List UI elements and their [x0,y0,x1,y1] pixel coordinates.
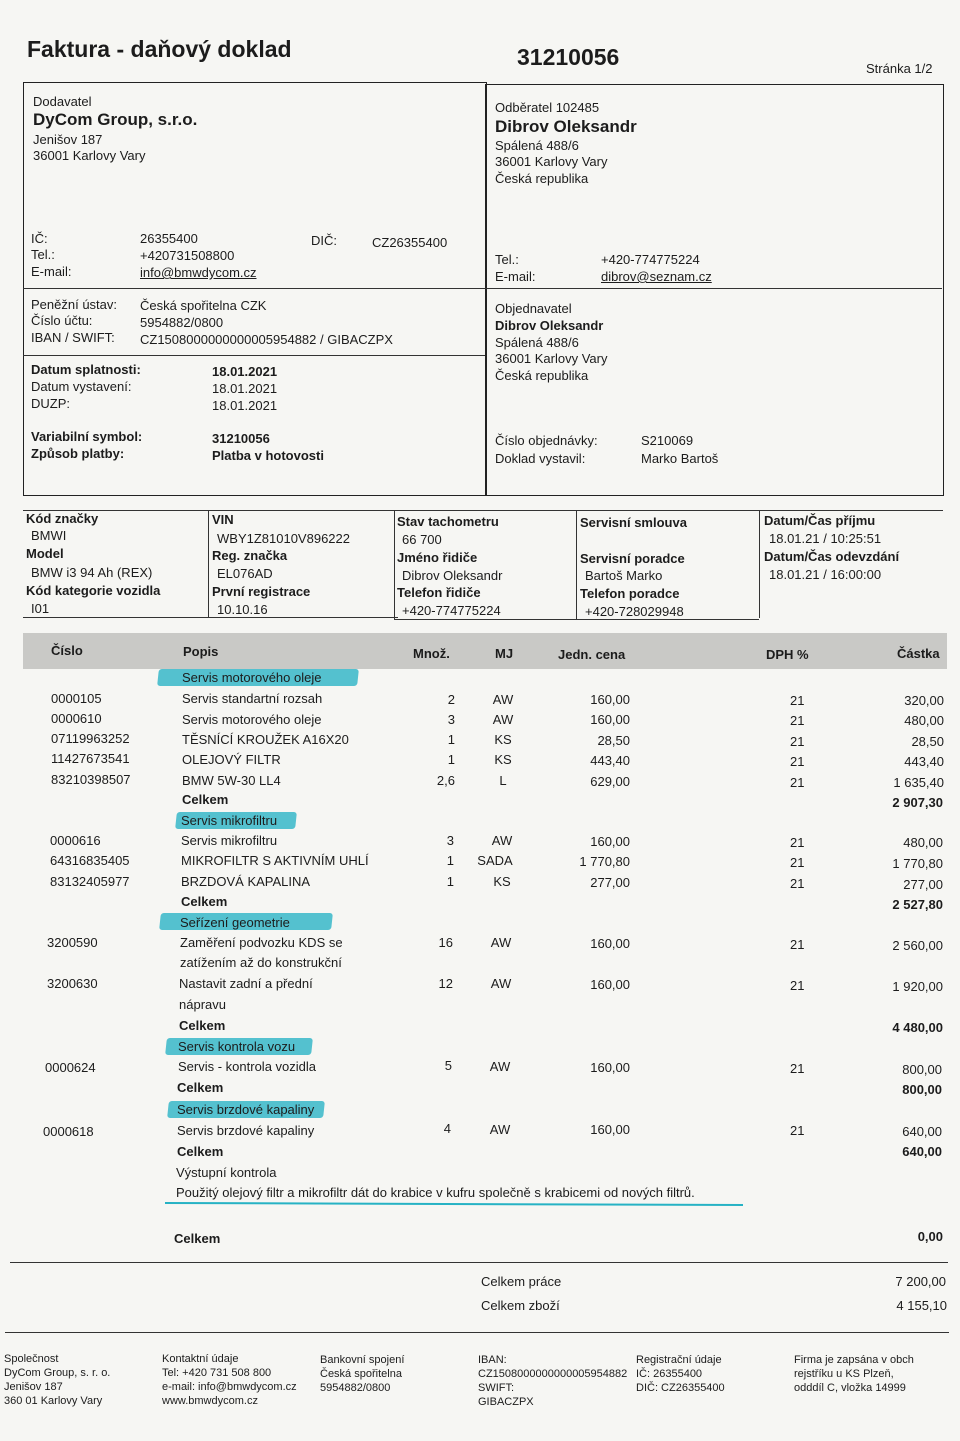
divider [10,1262,948,1263]
group-total-label: Celkem [182,792,229,807]
footer-line: CZ1508000000000005954882 [478,1368,628,1380]
item-price: 160,00 [590,1060,630,1075]
item-desc: nápravu [179,997,226,1012]
item-qty: 12 [438,976,453,991]
advisor-phone-label: Telefon poradce [580,586,680,601]
col-castka: Částka [897,646,940,661]
item-vat: 21 [790,754,805,769]
item-price: 160,00 [590,977,630,992]
supplier-city: 36001 Karlovy Vary [33,148,146,163]
note-filters: Použitý olejový filtr a mikrofiltr dát do krabice v kufru společně s krabicemi od nových filtrů. [176,1185,695,1200]
contract-label: Servisní smlouva [580,515,687,530]
group-title: Servis mikrofiltru [181,813,278,828]
footer-line: Jenišov 187 [4,1381,63,1393]
footer-iban [478,1353,627,1409]
col-jedn-cena: Jedn. cena [558,647,626,662]
customer-street: Spálená 488/6 [495,138,579,153]
first-reg-value: 10.10.16 [217,602,268,617]
footer-line: IČ: 26355400 [636,1368,703,1380]
customer-name: Dibrov Oleksandr [495,117,637,136]
ic-label: IČ: [31,231,48,246]
model-label: Model [26,546,64,561]
supplier-label: Dodavatel [33,94,92,109]
item-vat: 21 [790,937,805,952]
issued-by-value: Marko Bartoš [641,451,719,466]
tel-value: +420731508800 [140,248,235,263]
item-price: 443,40 [590,753,630,768]
item-amount: 640,00 [902,1124,942,1139]
item-vat: 21 [790,734,805,749]
item-code: 0000624 [45,1060,96,1075]
group-title: Seřízení geometrie [180,915,290,930]
brand-value: BMWI [31,528,67,543]
divider [759,510,760,618]
item-qty: 16 [438,935,453,950]
item-desc: Nastavit zadní a přední [179,976,313,991]
advisor-phone-value: +420-728029948 [585,604,684,619]
advisor-value: Bartoš Marko [585,568,663,583]
item-qty: 5 [444,1058,452,1073]
group-title: Servis kontrola vozu [178,1039,296,1054]
divider [5,1332,949,1333]
vin-value: WBY1Z81010V896222 [217,531,350,546]
driver-phone-value: +420-774775224 [402,603,501,618]
orderer-city: 36001 Karlovy Vary [495,351,608,366]
divider [23,355,485,356]
footer-line: Registrační údaje [636,1354,722,1366]
vin-label: VIN [212,512,234,527]
footer-bank [320,1353,404,1395]
first-reg-label: První registrace [212,584,311,599]
customer-label: Odběratel 102485 [495,100,600,115]
supplier-street: Jenišov 187 [33,132,103,147]
model-value: BMW i3 94 Ah (REX) [31,565,153,580]
odometer-label: Stav tachometru [397,514,499,529]
advisor-label: Servisní poradce [580,551,685,566]
item-price: 160,00 [590,1122,630,1137]
group-total: 800,00 [902,1082,942,1097]
item-price: 277,00 [590,875,630,890]
page-indicator: Stránka 1/2 [866,61,933,76]
email-label: E-mail: [31,264,72,279]
work-total-label: Celkem práce [481,1274,562,1289]
item-qty: 2 [447,692,455,707]
group-total: 640,00 [902,1144,942,1159]
item-code: 0000105 [51,691,102,706]
footer-registration [636,1353,725,1395]
item-qty: 1 [447,752,455,767]
item-vat: 21 [790,693,805,708]
divider [23,617,398,618]
item-mj: AW [492,712,514,727]
footer-company [4,1352,110,1408]
driver-phone-label: Telefon řidiče [397,585,481,600]
brand-label: Kód značky [26,511,99,526]
item-vat: 21 [790,775,805,790]
item-desc: Servis mikrofiltru [181,833,278,848]
item-desc: MIKROFILTR S AKTIVNÍM UHLÍ [181,853,369,868]
handover-value: 18.01.21 / 16:00:00 [769,567,882,582]
item-qty: 4 [443,1121,451,1136]
issue-value: 18.01.2021 [212,381,278,396]
due-label: Datum splatnosti: [31,362,141,377]
orderer-name: Dibrov Oleksandr [495,318,604,333]
item-mj: AW [491,833,513,848]
final-total-label: Celkem [174,1231,221,1246]
footer-line: 360 01 Karlovy Vary [4,1395,103,1407]
footer-line: DIČ: CZ26355400 [636,1382,725,1394]
item-amount: 2 560,00 [892,938,943,953]
orderer-country: Česká republika [495,368,589,383]
orderer-label: Objednavatel [495,301,572,316]
item-code: 0000610 [51,711,102,726]
divider [485,288,942,289]
footer-contact [162,1352,297,1408]
item-mj: AW [489,1122,511,1137]
customer-city: 36001 Karlovy Vary [495,154,608,169]
customer-email-label: E-mail: [495,269,536,284]
footer-line: Česká spořitelna [320,1368,402,1380]
item-mj: SADA [477,853,513,868]
item-vat: 21 [790,855,805,870]
due-value: 18.01.2021 [212,364,278,379]
highlight-underline [165,1202,743,1206]
item-desc: Zaměření podvozku KDS se [180,935,343,950]
item-price: 160,00 [590,936,630,951]
item-mj: AW [492,692,514,707]
item-code: 83210398507 [51,772,131,787]
supplier-name: DyCom Group, s.r.o. [33,110,198,129]
footer-line: Kontaktní údaje [162,1353,239,1365]
payment-value: Platba v hotovosti [212,448,324,463]
received-label: Datum/Čas příjmu [764,513,876,528]
group-title: Servis motorového oleje [182,670,322,685]
footer-line: GIBACZPX [478,1396,534,1408]
footer-line: www.bmwdycom.cz [162,1395,258,1407]
document-title: Faktura - daňový doklad [27,36,292,62]
item-amount: 277,00 [903,877,943,892]
item-mj: KS [494,732,512,747]
item-amount: 1 635,40 [893,775,944,790]
vs-label: Variabilní symbol: [31,429,143,444]
divider [208,510,209,618]
work-total: 7 200,00 [895,1274,946,1289]
invoice-number: 31210056 [517,44,620,70]
item-code: 83132405977 [50,874,130,889]
group-total-label: Celkem [181,894,228,909]
footer-line: rejstříku u KS Plzeň, [794,1368,894,1380]
item-qty: 1 [447,732,455,747]
col-dph: DPH % [766,647,809,662]
group-total: 2 527,80 [892,897,943,912]
item-mj: KS [494,752,512,767]
footer-line: Společnost [4,1353,59,1365]
item-mj: AW [490,976,512,991]
item-code: 0000618 [43,1124,94,1139]
item-mj: AW [490,935,512,950]
account-label: Číslo účtu: [31,313,93,328]
item-desc: TĚSNÍCÍ KROUŽEK A16X20 [182,732,349,747]
item-amount: 480,00 [903,835,943,850]
item-mj: KS [493,874,511,889]
item-desc: OLEJOVÝ FILTR [182,752,281,767]
dic-label: DIČ: [311,233,337,248]
item-amount: 800,00 [902,1062,942,1077]
item-code: 07119963252 [51,731,130,746]
note-output-check: Výstupní kontrola [176,1165,277,1180]
received-value: 18.01.21 / 10:25:51 [769,531,882,546]
footer-line: DyCom Group, s. r. o. [4,1367,111,1379]
category-label: Kód kategorie vozidla [26,583,161,598]
iban-value: CZ1508000000000005954882 / GIBACZPX [140,332,393,347]
item-vat: 21 [790,876,805,891]
group-total-label: Celkem [179,1018,226,1033]
category-value: I01 [31,601,50,616]
item-amount: 320,00 [904,693,944,708]
item-code: 3200630 [47,976,98,991]
footer-line: SWIFT: [478,1382,515,1394]
reg-label: Reg. značka [212,548,288,563]
supplier-email-link[interactable]: info@bmwdycom.cz [140,265,257,280]
item-price: 160,00 [590,712,630,727]
group-total-label: Celkem [177,1144,224,1159]
item-amount: 28,50 [911,734,944,749]
item-desc: Servis standartní rozsah [182,691,323,706]
reg-value: EL076AD [217,566,273,581]
tel-label: Tel.: [31,247,55,262]
footer-line: Firma je zapsána v obch [794,1354,914,1366]
item-vat: 21 [790,835,805,850]
order-value: S210069 [641,433,694,448]
iban-label: IBAN / SWIFT: [31,330,115,345]
item-vat: 21 [790,1061,805,1076]
item-qty: 3 [446,833,454,848]
item-price: 1 770,80 [579,854,630,869]
divider [576,510,577,620]
vs-value: 31210056 [212,431,270,446]
col-cislo: Číslo [51,643,83,658]
customer-email-link[interactable]: dibrov@seznam.cz [601,269,712,284]
divider [23,510,943,511]
customer-tel: +420-774775224 [601,252,700,267]
order-label: Číslo objednávky: [495,433,598,448]
item-qty: 1 [446,874,454,889]
item-vat: 21 [790,1123,805,1138]
item-vat: 21 [790,978,805,993]
bank-label: Peněžní ústav: [31,297,117,312]
item-mj: AW [489,1059,511,1074]
dic-value: CZ26355400 [372,235,448,250]
divider [394,510,395,620]
item-qty: 2,6 [436,773,455,788]
customer-tel-label: Tel.: [495,252,519,267]
item-code: 3200590 [47,935,98,950]
item-desc: BMW 5W-30 LL4 [182,773,281,788]
footer-line: e-mail: info@bmwdycom.cz [162,1381,297,1393]
item-amount: 443,40 [904,754,944,769]
issued-by-label: Doklad vystavil: [495,451,586,466]
item-price: 160,00 [590,834,630,849]
group-total: 4 480,00 [892,1020,943,1035]
item-desc: Servis brzdové kapaliny [177,1123,315,1138]
item-desc: zatížením až do konstrukční [180,955,342,970]
item-code: 0000616 [50,833,101,848]
item-qty: 1 [446,853,454,868]
bank-value: Česká spořitelna CZK [140,298,267,313]
footer-line: Tel: +420 731 508 800 [162,1367,272,1379]
ic-value: 26355400 [140,231,198,246]
item-vat: 21 [790,713,805,728]
driver-label: Jméno řidiče [397,550,478,565]
duzp-label: DUZP: [31,396,70,411]
item-amount: 480,00 [904,713,944,728]
group-total-label: Celkem [177,1080,224,1095]
final-total: 0,00 [917,1229,943,1244]
item-mj: L [499,773,507,788]
driver-value: Dibrov Oleksandr [402,568,503,583]
payment-label: Způsob platby: [31,446,125,461]
divider [394,619,759,620]
group-title: Servis brzdové kapaliny [177,1102,315,1117]
orderer-street: Spálená 488/6 [495,335,579,350]
item-qty: 3 [447,712,455,727]
footer-line: Bankovní spojení [320,1354,405,1366]
customer-country: Česká republika [495,171,589,186]
goods-total: 4 155,10 [896,1298,947,1313]
footer-line: IBAN: [478,1354,507,1366]
col-popis: Popis [183,644,219,659]
account-value: 5954882/0800 [140,315,224,330]
item-code: 11427673541 [51,751,130,766]
item-price: 160,00 [590,692,630,707]
item-amount: 1 920,00 [892,979,943,994]
goods-total-label: Celkem zboží [481,1298,560,1313]
handover-label: Datum/Čas odevzdání [764,549,900,564]
item-price: 28,50 [597,733,630,748]
col-mnoz: Množ. [413,646,450,661]
divider [23,288,485,289]
item-code: 64316835405 [50,853,130,868]
group-total: 2 907,30 [892,795,943,810]
duzp-value: 18.01.2021 [212,398,278,413]
item-price: 629,00 [590,774,630,789]
item-amount: 1 770,80 [892,856,943,871]
issue-label: Datum vystavení: [31,379,132,394]
footer-register-note [794,1353,914,1395]
item-desc: Servis motorového oleje [182,712,322,727]
footer-line: odddíl C, vložka 14999 [794,1382,906,1394]
item-desc: Servis - kontrola vozidla [178,1059,316,1074]
odometer-value: 66 700 [402,532,442,547]
col-mj: MJ [495,646,514,661]
footer-line: 5954882/0800 [320,1382,391,1394]
item-desc: BRZDOVÁ KAPALINA [181,874,311,889]
